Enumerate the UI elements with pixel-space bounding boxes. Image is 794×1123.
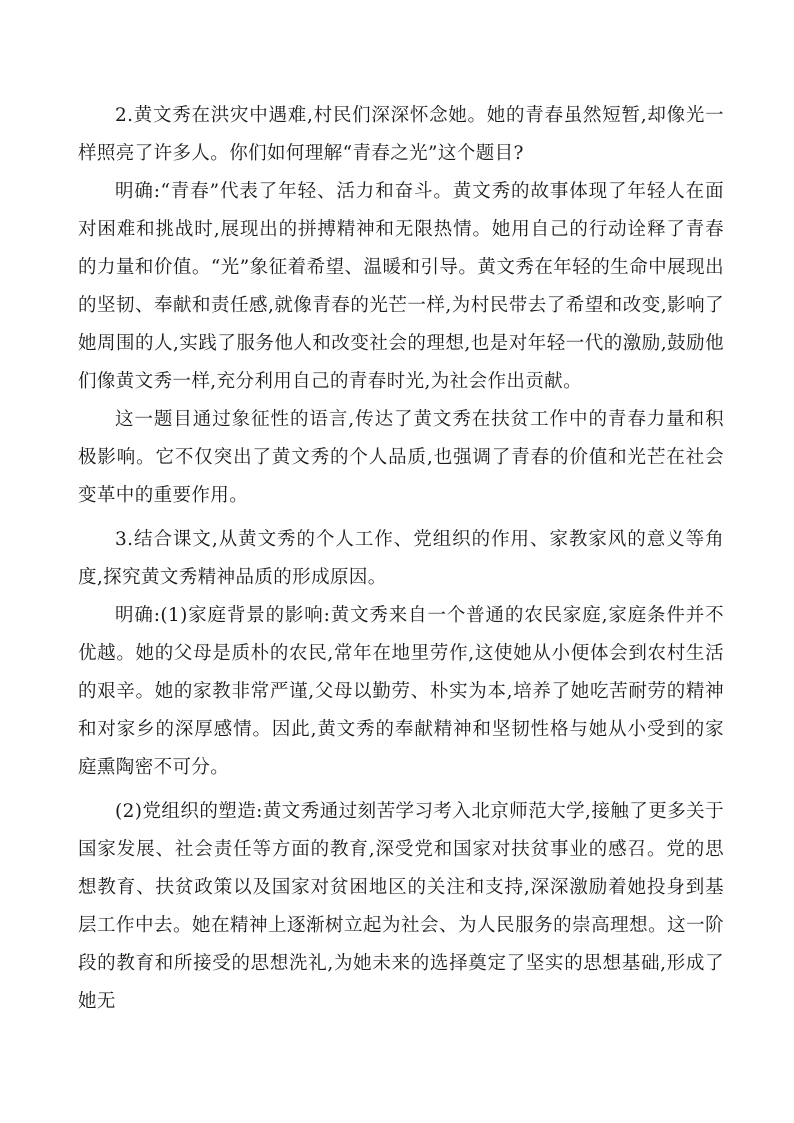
answer-3-party-paragraph: (2)党组织的塑造:黄文秀通过刻苦学习考入北京师范大学,接触了更多关于国家发展、社会责任等方面的教育,深受党和国家对扶贫事业的感召。党的思想教育、扶贫政策以及国家对贫困地区的关注和支持,深深激励着她投身到基层工作中去。她在精神上逐渐树立起为社会、为人民服务的崇高理想。这一阶段的教育和所接受的思想洗礼,为她未来的选择奠定了坚实的思想基础,形成了她无 (78, 801, 724, 1012)
document-body (78, 97, 724, 1021)
question-2-paragraph: 2.黄文秀在洪灾中遇难,村民们深深怀念她。她的青春虽然短暂,却像光一样照亮了许多人。你们如何理解“青春之光”这个题目? (78, 105, 724, 164)
answer-2-explanation-paragraph: 明确:“青春”代表了年轻、活力和奋斗。黄文秀的故事体现了年轻人在面对困难和挑战时,展现出的拼搏精神和无限热情。她用自己的行动诠释了青春的力量和价值。“光”象征着希望、温暖和引导。黄文秀在年轻的生命中展现出的坚韧、奉献和责任感,就像青春的光芒一样,为村民带去了希望和改变,影响了她周围的人,实践了服务他人和改变社会的理想,也是对年轻一代的激励,鼓励他们像黄文秀一样,充分利用自己的青春时光,为社会作出贡献。 (78, 181, 724, 392)
question-3-paragraph: 3.结合课文,从黄文秀的个人工作、党组织的作用、家教家风的意义等角度,探究黄文秀精神品质的形成原因。 (78, 529, 724, 588)
answer-2-summary-paragraph: 这一题目通过象征性的语言,传达了黄文秀在扶贫工作中的青春力量和积极影响。它不仅突出了黄文秀的个人品质,也强调了青春的价值和光芒在社会变革中的重要作用。 (78, 409, 724, 506)
answer-3-family-paragraph: 明确:(1)家庭背景的影响:黄文秀来自一个普通的农民家庭,家庭条件并不优越。她的父母是质朴的农民,常年在地里劳作,这使她从小便体会到农村生活的艰辛。她的家教非常严谨,父母以勤劳、朴实为本,培养了她吃苦耐劳的精神和对家乡的深厚感情。因此,黄文秀的奉献精神和坚韧性格与她从小受到的家庭熏陶密不可分。 (78, 605, 724, 778)
